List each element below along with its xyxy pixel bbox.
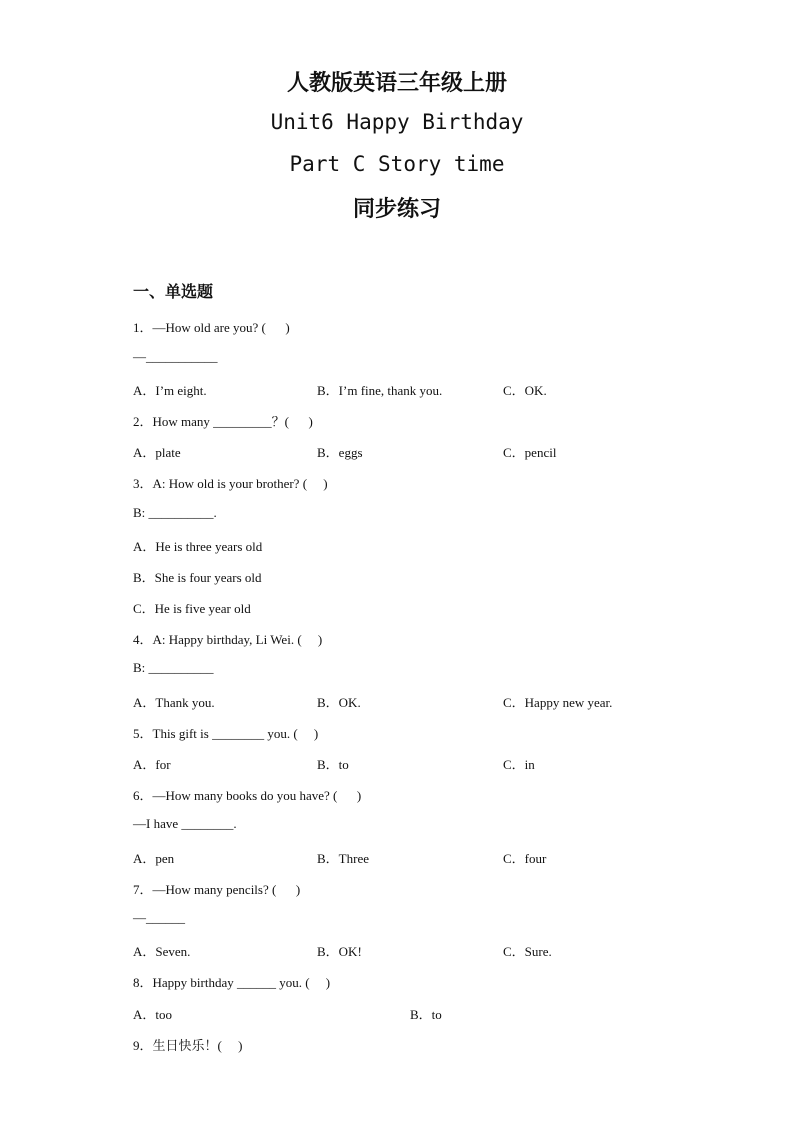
doc-title-cn: 人教版英语三年级上册: [286, 71, 507, 96]
doc-subtitle: 同步练习: [352, 197, 441, 222]
doc-part-title: Part C Story time: [289, 152, 505, 176]
option-a: A．plate: [133, 445, 181, 460]
option-c: C．OK.: [503, 383, 547, 398]
option-c: C．Happy new year.: [503, 695, 613, 710]
answer-line: B: __________: [133, 660, 214, 675]
question-stem: 4．A: Happy birthday, Li Wei. ( ): [133, 632, 323, 647]
option-c: C．He is five year old: [133, 601, 251, 616]
answer-line: —I have ________.: [133, 816, 237, 831]
question-stem: 7．—How many pencils? ( ): [133, 882, 301, 897]
doc-unit-title: Unit6 Happy Birthday: [270, 110, 524, 134]
option-b: B．to: [410, 1007, 442, 1022]
option-a: A．I’m eight.: [133, 383, 207, 398]
answer-line: B: __________.: [133, 505, 217, 520]
option-c: C．in: [503, 757, 535, 772]
question-stem: 8．Happy birthday ______ you. ( ): [133, 975, 331, 990]
answer-line: —______: [133, 910, 185, 925]
question-stem: 9．生日快乐！( ): [133, 1038, 243, 1053]
option-c: C．pencil: [503, 445, 557, 460]
question-stem: 6．—How many books do you have? ( ): [133, 788, 362, 803]
option-b: B．OK!: [317, 944, 362, 959]
question-stem: 2．How many _________？( ): [133, 414, 313, 429]
option-a: A．for: [133, 757, 171, 772]
option-a: A．Seven.: [133, 944, 191, 959]
option-b: B．eggs: [317, 445, 363, 460]
question-stem: 3．A: How old is your brother? ( ): [133, 476, 328, 491]
option-b: B．I’m fine, thank you.: [317, 383, 443, 398]
option-a: A．He is three years old: [133, 539, 263, 554]
question-stem: 5．This gift is ________ you. ( ): [133, 726, 319, 741]
option-a: A．pen: [133, 851, 175, 866]
option-b: B．She is four years old: [133, 570, 262, 585]
question-stem: 1．—How old are you? ( ): [133, 320, 290, 335]
answer-line: —___________: [133, 349, 218, 364]
option-c: C．four: [503, 851, 547, 866]
option-c: C．Sure.: [503, 944, 552, 959]
section-heading: 一、单选题: [133, 282, 214, 301]
option-b: B．OK.: [317, 695, 361, 710]
option-b: B．Three: [317, 851, 369, 866]
option-a: A．too: [133, 1007, 173, 1022]
option-b: B．to: [317, 757, 349, 772]
option-a: A．Thank you.: [133, 695, 215, 710]
